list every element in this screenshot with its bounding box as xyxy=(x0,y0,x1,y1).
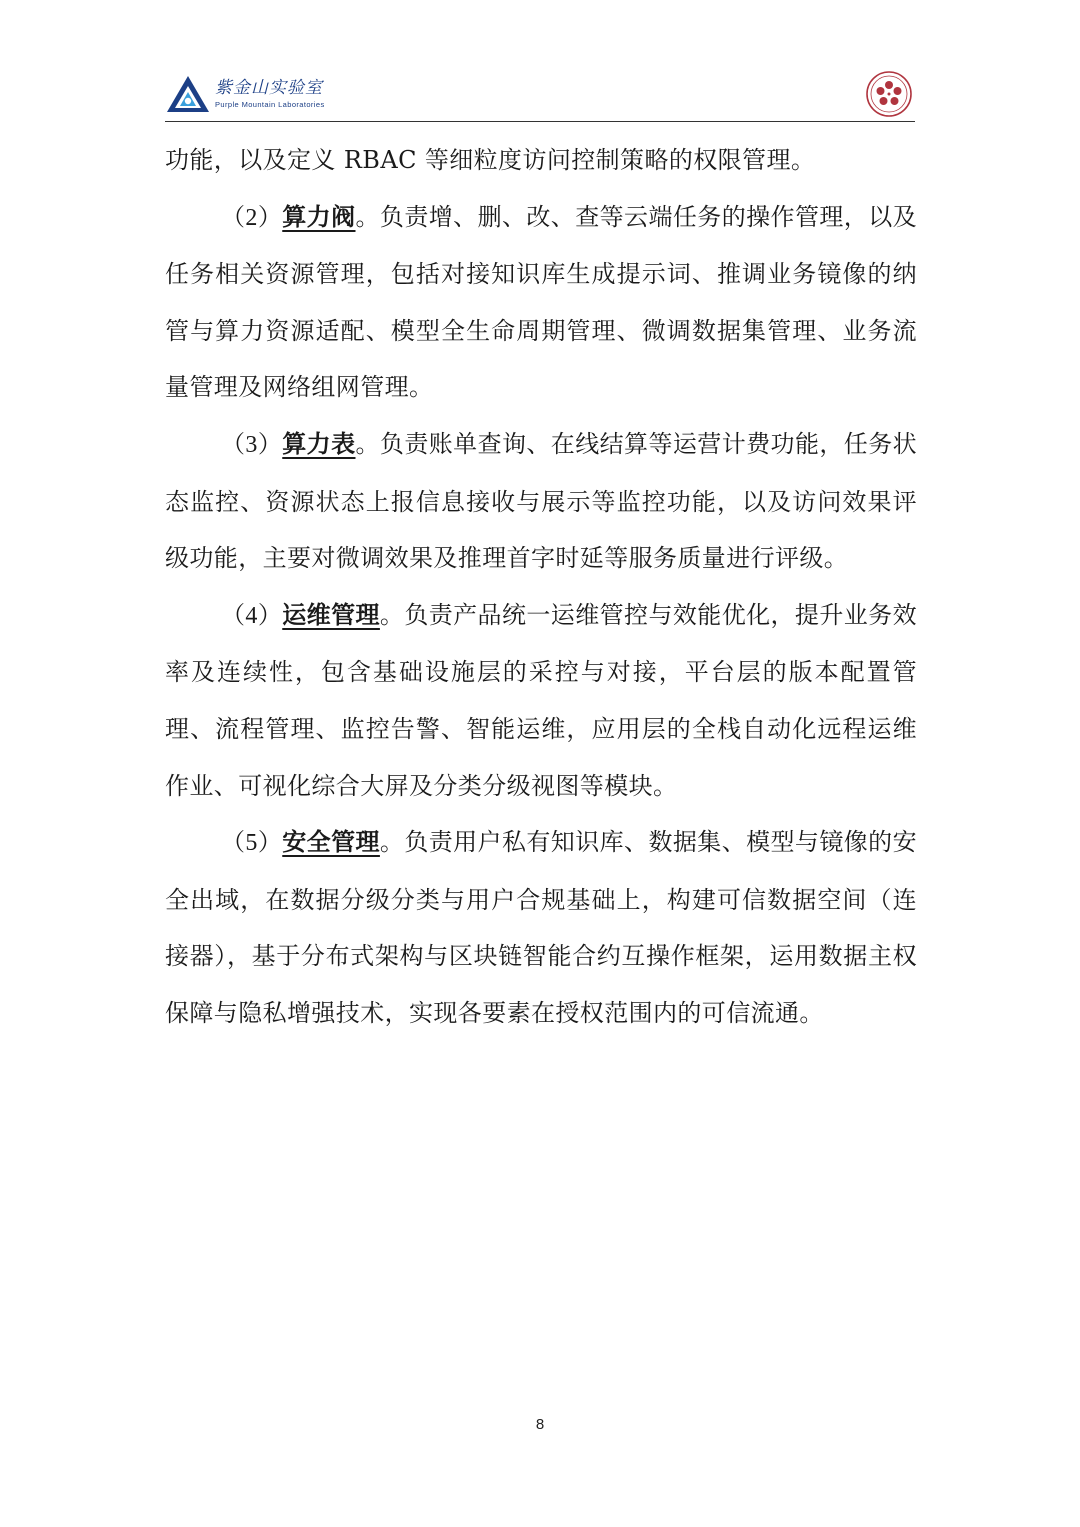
page-header xyxy=(165,66,915,122)
item-term: 运维管理 xyxy=(282,599,380,629)
header-divider xyxy=(165,121,915,122)
logo-english-name: Purple Mountain Laboratories xyxy=(215,100,325,109)
logo-chinese-name: 紫金山实验室 xyxy=(215,78,323,98)
page-number: 8 xyxy=(535,1416,545,1433)
seal-emblem-icon xyxy=(865,70,913,118)
intro-paragraph: 功能，以及定义 RBAC 等细粒度访问控制策略的权限管理。 xyxy=(165,146,816,174)
item-number: （2） xyxy=(221,204,283,231)
item-text: 。负责增、删、改、查等云端任务的操作管理，以及任务相关资源管理，包括对接知识库生成提示词、推调业务镜像的纳管与算力资源适配、模型全生命周期管理、微调数据集管理、业务流量管理及网络组网管理。 xyxy=(165,202,918,402)
paragraph-item-2 xyxy=(165,189,917,416)
document-body xyxy=(165,132,917,1042)
item-number: （5） xyxy=(221,830,283,857)
triangle-logo-icon xyxy=(165,74,211,114)
item-term: 算力阀 xyxy=(282,201,356,231)
paragraph-item-5 xyxy=(165,814,917,1041)
paragraph-item-3 xyxy=(165,416,917,587)
item-text: 。负责产品统一运维管控与效能优化，提升业务效率及连续性，包含基础设施层的采控与对接，平台层的版本配置管理、流程管理、监控告警、智能运维，应用层的全栈自动化远程运维作业、可视化综合大屏及分类分级视图等模块。 xyxy=(165,600,917,800)
item-text: 。负责账单查询、在线结算等运营计费功能，任务状态监控、资源状态上报信息接收与展示等监控功能，以及访问效果评级功能，主要对微调效果及推理首字时延等服务质量进行评级。 xyxy=(165,429,918,573)
logo-text xyxy=(215,78,325,109)
lab-logo xyxy=(165,74,325,116)
item-text: 。负责用户私有知识库、数据集、模型与镜像的安全出域，在数据分级分类与用户合规基础上，构建可信数据空间（连接器），基于分布式架构与区块链智能合约互操作框架，运用数据主权保障与隐私增强技术，实现各要素在授权范围内的可信流通。 xyxy=(165,828,917,1027)
item-term: 安全管理 xyxy=(282,827,380,857)
item-number: （3） xyxy=(221,431,283,458)
item-term: 算力表 xyxy=(282,428,356,458)
item-number: （4） xyxy=(221,602,283,629)
paragraph-item-4 xyxy=(165,587,917,814)
